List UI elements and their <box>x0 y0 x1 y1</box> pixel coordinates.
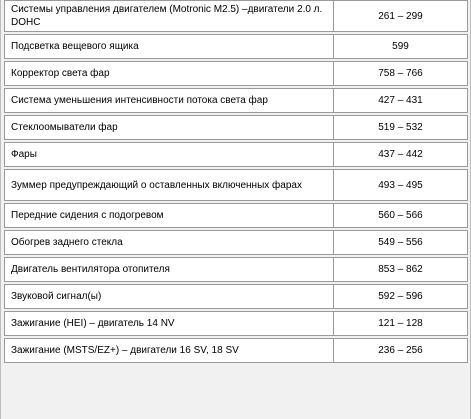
system-name-cell: Стеклоомыватели фар <box>4 115 333 140</box>
system-name-cell: Системы управления двигателем (Motronic M2.5) –двигатели 2.0 л. DOHC <box>4 0 333 32</box>
table-row <box>4 88 468 113</box>
table-row <box>4 61 468 86</box>
page-range-cell: 493 – 495 <box>333 169 468 201</box>
table-row <box>4 203 468 228</box>
page-range-cell: 599 <box>333 34 468 59</box>
page-range-cell: 853 – 862 <box>333 257 468 282</box>
page-range-cell: 560 – 566 <box>333 203 468 228</box>
page-range-cell: 437 – 442 <box>333 142 468 167</box>
table-row <box>4 257 468 282</box>
page-range-cell: 427 – 431 <box>333 88 468 113</box>
table-row <box>4 142 468 167</box>
page-range-cell: 121 – 128 <box>333 311 468 336</box>
system-name-cell: Передние сидения с подогревом <box>4 203 333 228</box>
system-name-cell: Двигатель вентилятора отопителя <box>4 257 333 282</box>
system-name-cell: Подсветка вещевого ящика <box>4 34 333 59</box>
page-range-cell: 758 – 766 <box>333 61 468 86</box>
system-name-cell: Корректор света фар <box>4 61 333 86</box>
table-row <box>4 0 468 32</box>
table-row <box>4 115 468 140</box>
table-row <box>4 338 468 363</box>
table-body <box>4 0 468 363</box>
system-name-cell: Звуковой сигнал(ы) <box>4 284 333 309</box>
table-row <box>4 284 468 309</box>
system-name-cell: Зуммер предупреждающий о оставленных включенных фарах <box>4 169 333 201</box>
page-reference-table <box>4 0 468 365</box>
table-row <box>4 34 468 59</box>
page-range-cell: 519 – 532 <box>333 115 468 140</box>
page-range-cell: 549 – 556 <box>333 230 468 255</box>
table-row <box>4 311 468 336</box>
page-range-cell: 236 – 256 <box>333 338 468 363</box>
page-range-cell: 261 – 299 <box>333 0 468 32</box>
system-name-cell: Обогрев заднего стекла <box>4 230 333 255</box>
table-row <box>4 169 468 201</box>
table-row <box>4 230 468 255</box>
system-name-cell: Зажигание (HEI) – двигатель 14 NV <box>4 311 333 336</box>
system-name-cell: Система уменьшения интенсивности потока света фар <box>4 88 333 113</box>
system-name-cell: Фары <box>4 142 333 167</box>
system-name-cell: Зажигание (MSTS/EZ+) – двигатели 16 SV, 18 SV <box>4 338 333 363</box>
page-range-cell: 592 – 596 <box>333 284 468 309</box>
